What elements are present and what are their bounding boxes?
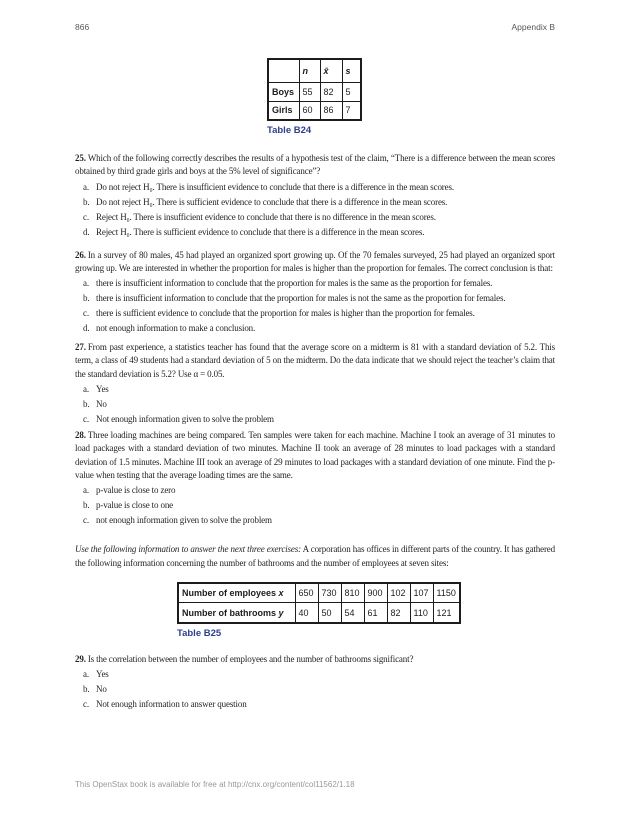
option-28a: a. p-value is close to zero [83,485,176,496]
option-26b: b. there is insufficient information to conclude that the proportion for males is not the same as the proportion for females. [83,293,506,304]
option-27b: b. No [83,399,107,410]
footer-attribution: This OpenStax book is available for free at http://cnx.org/content/col11562/1.18 [75,780,355,789]
table-b24-header-n: n [299,59,320,82]
table-b24-caption: Table B24 [267,125,312,136]
instruction-rest: A corporation has offices in different parts of the country. It has gathered the following information concerning the number of bathrooms and the number of employees at seven sites: [75,544,555,568]
instruction-italic: Use the following information to answer the next three exercises: [75,544,301,555]
option-25b: b. Do not reject H₀. There is sufficient evidence to conclude that there is a difference in the mean scores. [83,196,448,207]
table-b24-header-s: s [342,59,361,82]
cell-girls-xbar: 86 [320,101,342,120]
cell-employees-1: 650 [295,583,318,603]
option-28b: b. p-value is close to one [83,500,174,511]
question-29-stem: 29. Is the correlation between the number of employees and the number of bathrooms significant? [75,653,414,664]
option-26d: d. not enough information to make a conclusion. [83,323,256,334]
table-b24-header-xbar: x̄ [320,59,342,82]
row-label-employees: Number of employees x [178,583,295,603]
option-26a: a. there is insufficient information to conclude that the proportion for males is the same as the proportion for females. [83,278,493,289]
table-b24 [267,58,362,121]
table-row [178,583,460,603]
cell-bathrooms-5: 82 [387,603,410,623]
cell-girls-s: 7 [342,101,361,120]
option-25d: d. Reject H₀. There is sufficient evidence to conclude that there is a difference in the mean scores. [83,226,425,237]
cell-bathrooms-3: 54 [341,603,364,623]
question-number: 26. [75,249,86,260]
table-row [268,101,361,120]
question-25-stem: 25. Which of the following correctly describes the results of a hypothesis test of the claim, “There is a difference between the mean scores obtained by third grade girls and boys at the 5% level of significance”? [75,153,555,177]
question-29 [75,653,555,711]
table-b25-block [177,582,555,639]
table-b25 [177,582,461,624]
cell-employees-7: 1150 [433,583,460,603]
option-28c: c. not enough information given to solve the problem [83,515,272,526]
question-number: 28. [75,430,86,441]
cell-bathrooms-1: 40 [295,603,318,623]
cell-girls-n: 60 [299,101,320,120]
option-25a: a. Do not reject H₀. There is insufficient evidence to conclude that there is a difference in the mean scores. [83,181,454,192]
cell-bathrooms-6: 110 [410,603,433,623]
row-label-bathrooms: Number of bathrooms y [178,603,295,623]
row-label-girls: Girls [268,101,299,120]
question-28 [75,429,555,527]
cell-boys-n: 55 [299,82,320,101]
table-row [178,603,460,623]
option-26c: c. there is sufficient evidence to conclude that the proportion for males is higher than the proportion for females. [83,308,475,319]
question-27 [75,341,555,426]
cell-boys-s: 5 [342,82,361,101]
cell-employees-4: 900 [364,583,387,603]
cell-employees-5: 102 [387,583,410,603]
option-29a: a. Yes [83,669,109,680]
cell-employees-2: 730 [318,583,341,603]
question-26-stem: 26. In a survey of 80 males, 45 had played an organized sport growing up. Of the 70 females surveyed, 25 had played an organized sport growing up. We are interested in whether the proportion for males is higher than the proportion for females. The correct conclusion is that: [75,249,555,273]
question-number: 29. [75,653,86,664]
question-27-stem: 27. From past experience, a statistics teacher has found that the average score on a midterm is 81 with a standard deviation of 5.2. This term, a class of 49 students had a standard deviation of 5 on the midterm. Do the data indicate that we should reject the teacher’s claim that the standard deviation is 5.2? Use α = 0.05. [75,342,555,379]
cell-bathrooms-2: 50 [318,603,341,623]
cell-employees-3: 810 [341,583,364,603]
table-b25-caption: Table B25 [177,627,222,639]
question-number: 27. [75,342,86,353]
question-26 [75,249,555,336]
row-label-boys: Boys [268,82,299,101]
option-29c: c. Not enough information to answer question [83,699,247,710]
cell-employees-6: 107 [410,583,433,603]
table-b24-corner-cell [268,59,299,82]
question-number: 25. [75,153,86,163]
page-header [75,22,555,32]
cell-bathrooms-7: 121 [433,603,460,623]
option-25c: c. Reject H₀. There is insufficient evidence to conclude that there is no difference in the mean scores. [83,211,436,222]
header-section-title: Appendix B [511,22,555,32]
option-27a: a. Yes [83,384,109,395]
question-25 [75,152,555,239]
option-27c: c. Not enough information given to solve the problem [83,414,274,425]
option-29b: b. No [83,684,107,695]
cell-bathrooms-4: 61 [364,603,387,623]
instruction-paragraph [75,543,555,570]
table-row [268,82,361,101]
question-28-stem: 28. Three loading machines are being compared. Ten samples were taken for each machine. Machine I took an average of 31 minutes to load packages with a standard deviation of two minutes. Machine II took an average of 28 minutes to load packages with a standard deviation of 1.5 minutes. Machine III took an average of 29 minutes to load packages with a standard deviation of one minute. Find the p-value when testing that the average loading times are the same. [75,430,555,480]
table-b24-block [267,58,555,136]
cell-boys-xbar: 82 [320,82,342,101]
page-number: 866 [75,22,90,32]
